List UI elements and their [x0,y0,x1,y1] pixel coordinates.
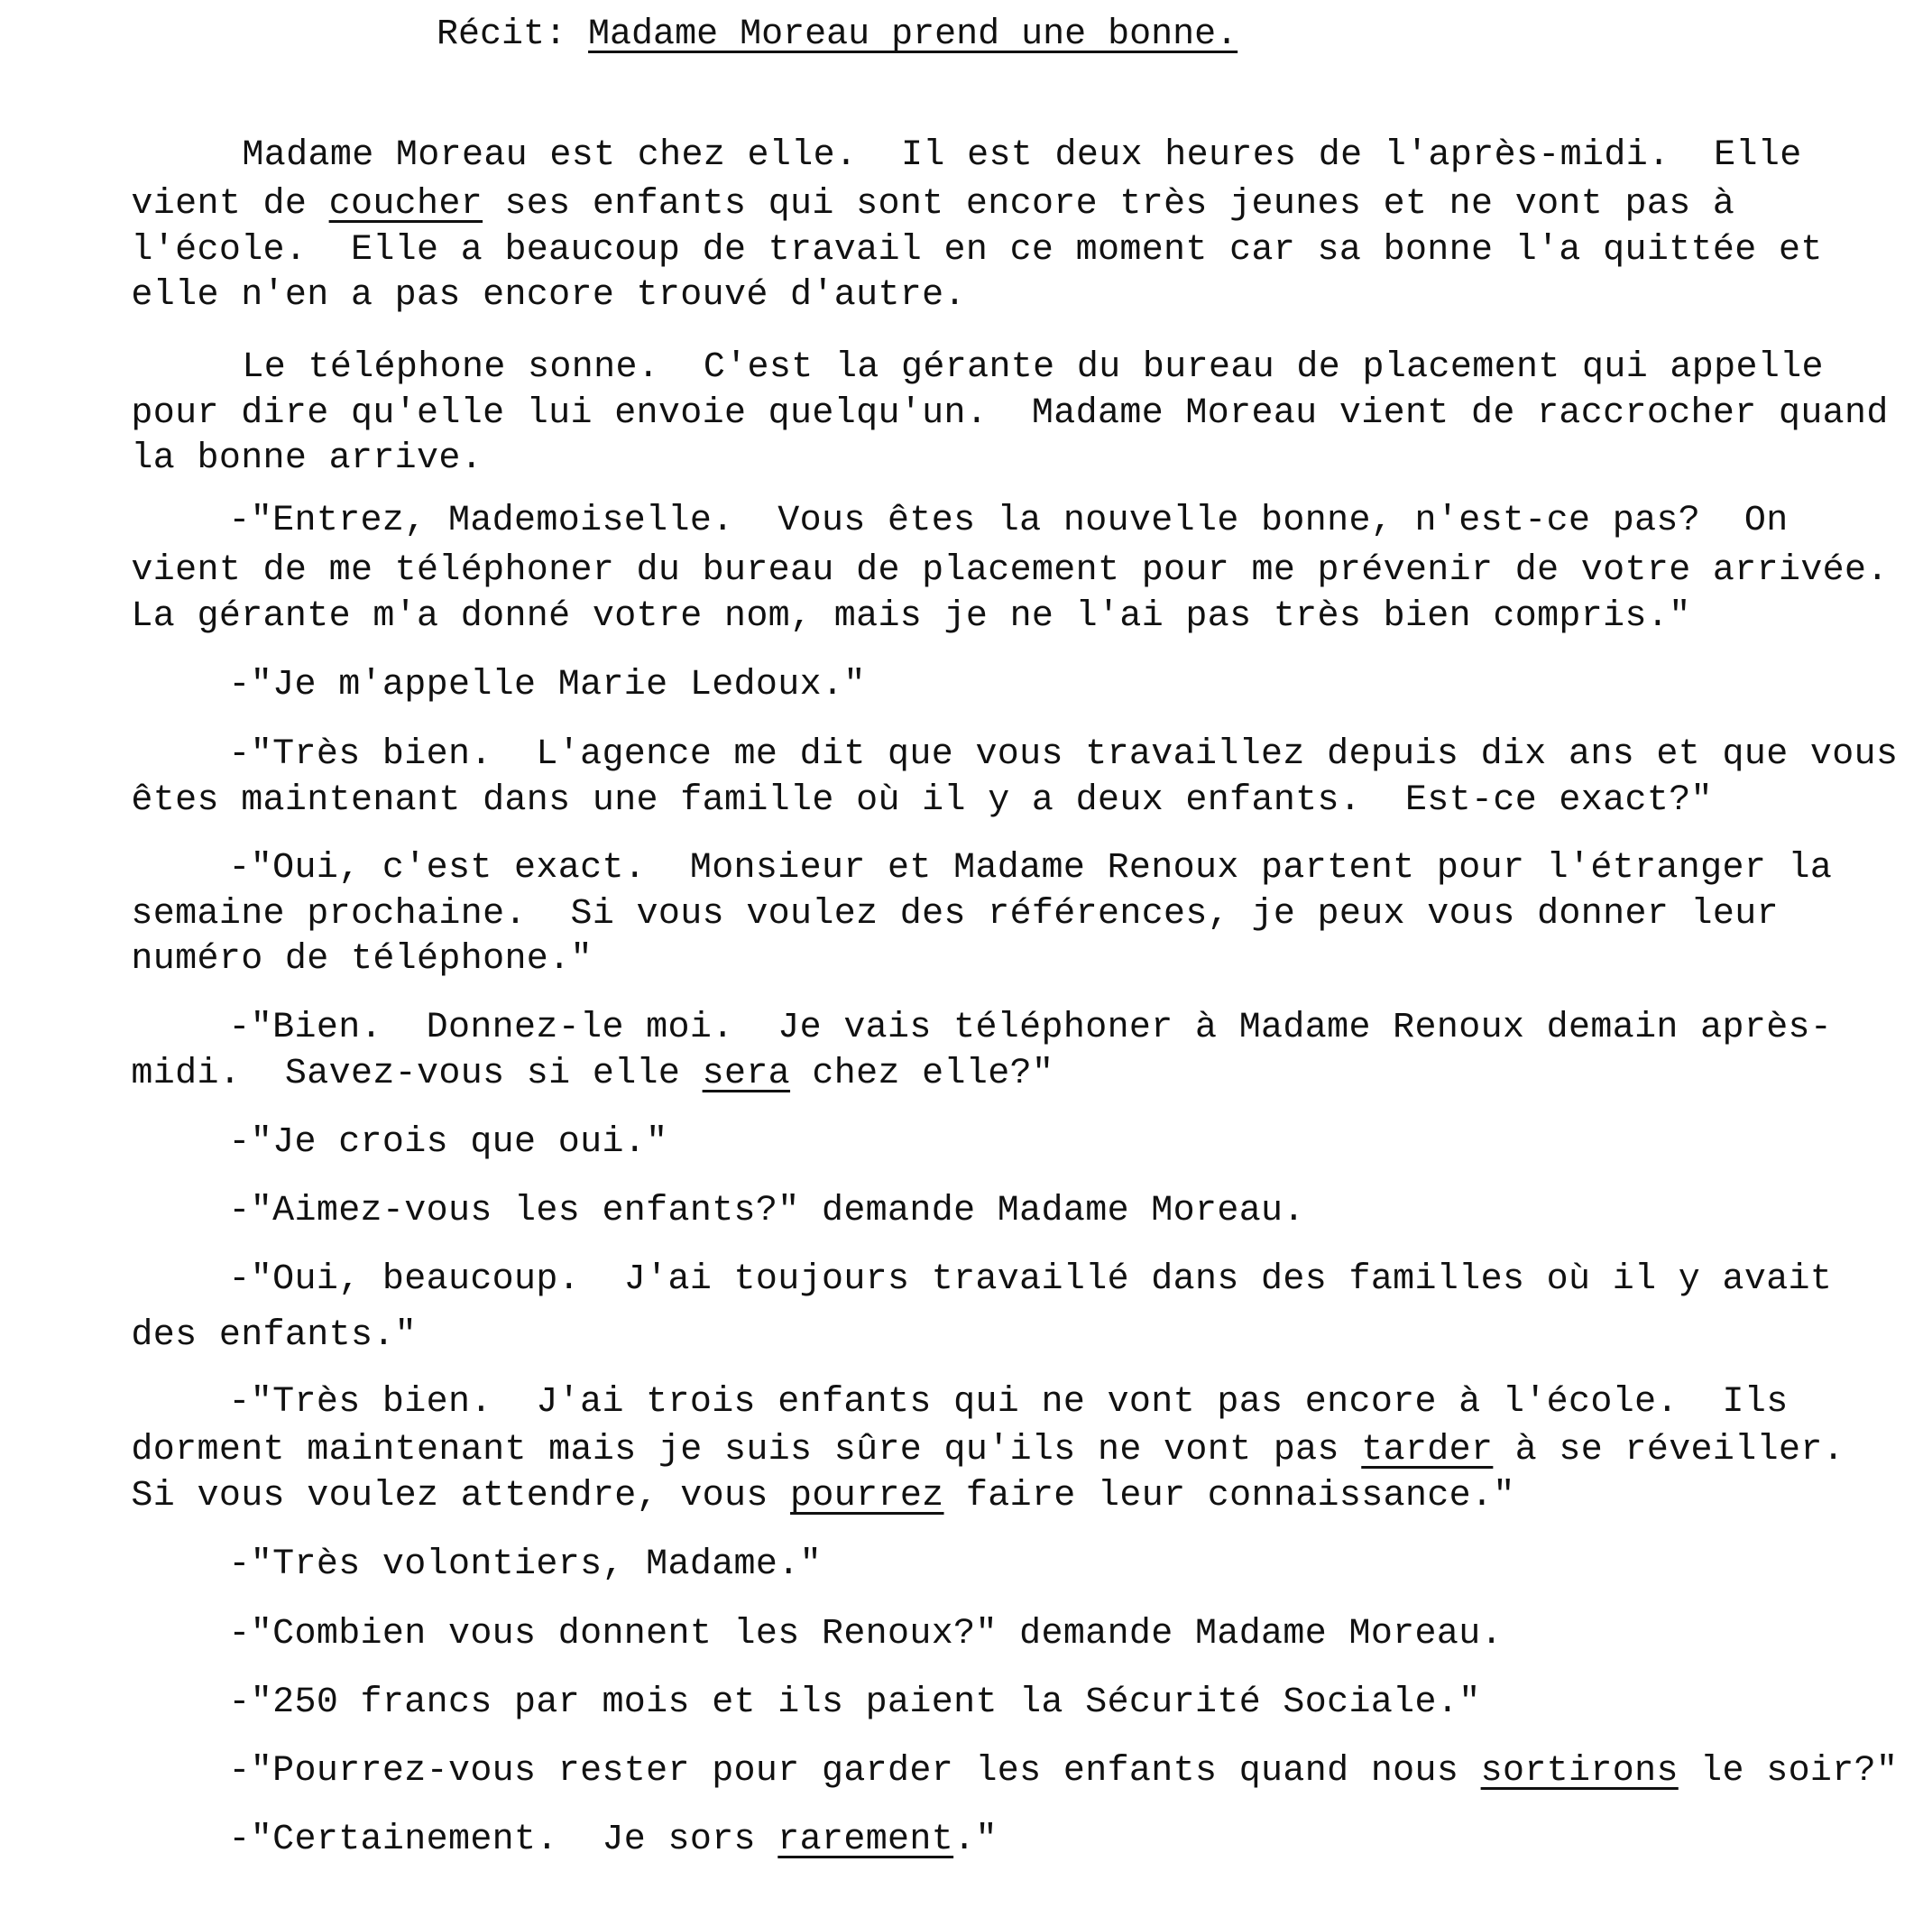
underlined-word: sera [702,1054,791,1094]
text-line: -"Je crois que oui." [228,1122,668,1163]
text-line: -"Bien. Donnez-le moi. Je vais téléphoner à Madame Renoux demain après- [228,1008,1833,1048]
text-line: -"Combien vous donnent les Renoux?" demande Madame Moreau. [228,1614,1503,1655]
underlined-word: pourrez [790,1476,944,1516]
text-line: dorment maintenant mais je suis sûre qu'ils ne vont pas tarder à se réveiller. [131,1430,1845,1470]
text-line: vient de coucher ses enfants qui sont encore très jeunes et ne vont pas à [131,184,1735,225]
text-line: -"Je m'appelle Marie Ledoux." [228,665,866,705]
text-line: -"Entrez, Mademoiselle. Vous êtes la nouvelle bonne, n'est-ce pas? On [228,501,1789,541]
text-line: elle n'en a pas encore trouvé d'autre. [131,275,966,316]
text-line: Madame Moreau est chez elle. Il est deux heures de l'après-midi. Elle [242,135,1802,176]
text-line: Le téléphone sonne. C'est la gérante du bureau de placement qui appelle [242,347,1824,388]
title-prefix: Récit: [437,14,567,55]
text-line: -"Très volontiers, Madame." [228,1544,822,1585]
text-line: l'école. Elle a beaucoup de travail en ce moment car sa bonne l'a quittée et [131,230,1823,271]
document-title: Madame Moreau prend une bonne. [588,14,1238,55]
text-line: -"250 francs par mois et ils paient la Sécurité Sociale." [228,1682,1481,1723]
text-line: -"Oui, c'est exact. Monsieur et Madame Renoux partent pour l'étranger la [228,848,1833,889]
text-line: vient de me téléphoner du bureau de placement pour me prévenir de votre arrivée. [131,550,1889,591]
text-line: midi. Savez-vous si elle sera chez elle?" [131,1054,1054,1094]
underlined-word: tarder [1361,1430,1494,1470]
text-line: -"Oui, beaucoup. J'ai toujours travaillé dans des familles où il y avait [228,1259,1833,1300]
text-line: -"Aimez-vous les enfants?" demande Madame Moreau. [228,1191,1305,1231]
text-line: -"Très bien. J'ai trois enfants qui ne vont pas encore à l'école. Ils [228,1382,1789,1423]
text-line: -"Pourrez-vous rester pour garder les enfants quand nous sortirons le soir?" [228,1751,1899,1792]
text-line: -"Très bien. L'agence me dit que vous travaillez depuis dix ans et que vous [228,734,1899,775]
text-line: -"Certainement. Je sors rarement." [228,1820,998,1860]
text-line: êtes maintenant dans une famille où il y a deux enfants. Est-ce exact?" [131,780,1713,821]
text-line: des enfants." [131,1315,418,1356]
text-line: numéro de téléphone." [131,939,593,980]
title-line [437,13,1237,58]
text-line: la bonne arrive. [131,438,483,479]
text-line: Si vous voulez attendre, vous pourrez faire leur connaissance." [131,1476,1515,1516]
underlined-word: coucher [328,184,483,225]
document-page [43,0,1899,1860]
underlined-word: rarement [777,1820,954,1860]
text-line: pour dire qu'elle lui envoie quelqu'un. Madame Moreau vient de raccrocher quand [131,393,1889,434]
text-line: semaine prochaine. Si vous voulez des références, je peux vous donner leur [131,894,1779,935]
text-line: La gérante m'a donné votre nom, mais je ne l'ai pas très bien compris." [131,596,1691,637]
underlined-word: sortirons [1480,1751,1679,1792]
